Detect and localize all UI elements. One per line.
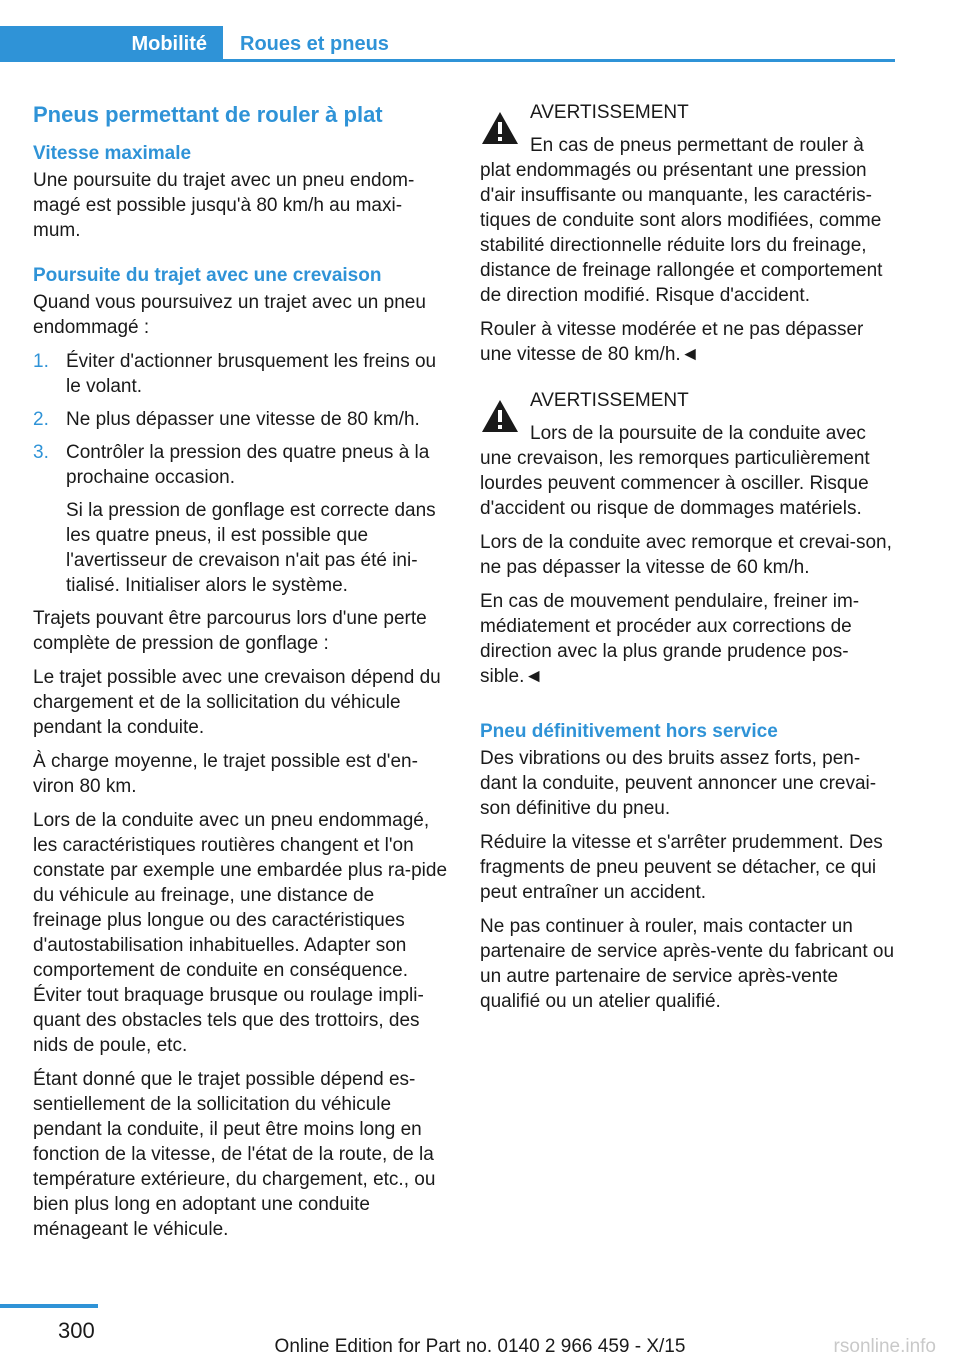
edition-note: Online Edition for Part no. 0140 2 966 459 - X/15 bbox=[274, 1336, 686, 1357]
paragraph: Ne pas continuer à rouler, mais contacter un partenaire de service après-vente du fabricant ou un autre partenaire de service après-vente qualifié ou un atelier qualifié. bbox=[480, 916, 895, 1012]
speed-heading: Vitesse maximale bbox=[33, 143, 192, 164]
step-number: 3. bbox=[33, 442, 49, 463]
paragraph: Lors de la conduite avec un pneu endommagé, les caractéristiques routières changent et l'on constate par exemple une embardée plus ra‐pide du véhicule au freinage, une distance de freinage plus longue ou des caractéristiques d'autostabilisation inhabituelles. Adapter son comportement de conduite en conséquence. Éviter tout braquage brusque ou roulage impli‐quant des obstacles tels que des trottoirs, des nids de poule, etc. bbox=[33, 810, 448, 1056]
page-number: 300 bbox=[58, 1318, 95, 1343]
section-tab[interactable] bbox=[240, 26, 389, 62]
puncture-heading: Poursuite du trajet avec une crevaison bbox=[33, 265, 382, 286]
warning-label: AVERTISSEMENT bbox=[530, 102, 689, 123]
header-tabs bbox=[0, 0, 895, 62]
warning-block bbox=[480, 388, 897, 689]
paragraph: À charge moyenne, le trajet possible est d'en‐viron 80 km. bbox=[33, 751, 418, 797]
chapter-tab[interactable] bbox=[0, 26, 223, 62]
warning-icon bbox=[480, 110, 520, 146]
paragraph: Le trajet possible avec une crevaison dépend du chargement et de la sollicitation du véhicule pendant la conduite. bbox=[33, 667, 441, 738]
warning-text: plat endommagés ou présentant une pression d'air insuffisante ou manquante, les caractéris‐tiques de conduite sont alors modifiées, comme stabilité directionnelle réduite lors du freinage, distance de freinage rallongée et comportement de direction modifié. Risque d'accident. bbox=[480, 160, 883, 306]
step-number: 2. bbox=[33, 409, 49, 430]
paragraph: Trajets pouvant être parcourus lors d'une perte complète de pression de gonflage : bbox=[33, 608, 427, 654]
right-column bbox=[480, 100, 897, 1023]
list-item bbox=[33, 407, 448, 432]
list-item bbox=[33, 349, 448, 399]
warning-text: Rouler à vitesse modérée et ne pas dépasser une vitesse de 80 km/h.◄ bbox=[480, 319, 864, 365]
page-number-rule bbox=[0, 1304, 98, 1308]
left-column bbox=[33, 100, 448, 1251]
step-text: Ne plus dépasser une vitesse de 80 km/h. bbox=[66, 409, 420, 430]
puncture-intro: Quand vous poursuivez un trajet avec un pneu endommagé : bbox=[33, 292, 426, 338]
warning-text: une crevaison, les remorques particulièrement lourdes peuvent commencer à osciller. Risque d'accident ou risque de dommages matériels. bbox=[480, 448, 870, 519]
failure-heading: Pneu définitivement hors service bbox=[480, 721, 778, 742]
warning-label: AVERTISSEMENT bbox=[530, 390, 689, 411]
chapter-label: Mobilité bbox=[131, 32, 207, 55]
warning-icon bbox=[480, 398, 520, 434]
paragraph: Étant donné que le trajet possible dépend es‐sentiellement de la sollicitation du véhicule pendant la conduite, il peut être moins long en fonction de la vitesse, de l'état de la route, de la température extérieure, du chargement, etc., ou bien plus long en adoptant une conduite ménageant le véhicule. bbox=[33, 1069, 436, 1240]
paragraph: Réduire la vitesse et s'arrêter prudemment. Des fragments de pneu peuvent se détacher, ce qui peut entraîner un accident. bbox=[480, 832, 883, 903]
warning-text: En cas de mouvement pendulaire, freiner im‐médiatement et procéder aux corrections de direction avec la plus grande prudence pos‐sible.◄ bbox=[480, 591, 860, 687]
step-text: Contrôler la pression des quatre pneus à la prochaine occasion. bbox=[66, 442, 430, 488]
paragraph: Des vibrations ou des bruits assez forts, pen‐dant la conduite, peuvent annoncer une crevai‐son définitive du pneu. bbox=[480, 748, 877, 819]
header-rule bbox=[223, 59, 895, 62]
warning-text: En cas de pneus permettant de rouler à bbox=[530, 135, 864, 156]
steps-list bbox=[33, 349, 448, 598]
list-item bbox=[33, 440, 448, 598]
warning-text: Lors de la poursuite de la conduite avec bbox=[530, 423, 866, 444]
speed-text: Une poursuite du trajet avec un pneu endom‐magé est possible jusqu'à 80 km/h au maxi‐mum. bbox=[33, 170, 415, 241]
warning-block bbox=[480, 100, 897, 367]
page-title: Pneus permettant de rouler à plat bbox=[33, 102, 383, 127]
step-subtext: Si la pression de gonflage est correcte dans les quatre pneus, il est possible que l'avertisseur de crevaison n'ait pas été ini‐tialisé. Initialiser alors le système. bbox=[66, 500, 436, 596]
step-number: 1. bbox=[33, 351, 49, 372]
warning-text: Lors de la conduite avec remorque et crevai‐son, ne pas dépasser la vitesse de 60 km/h. bbox=[480, 532, 892, 578]
step-text: Éviter d'actionner brusquement les freins ou le volant. bbox=[66, 351, 437, 397]
watermark: rsonline.info bbox=[833, 1336, 936, 1357]
section-label: Roues et pneus bbox=[240, 32, 389, 55]
